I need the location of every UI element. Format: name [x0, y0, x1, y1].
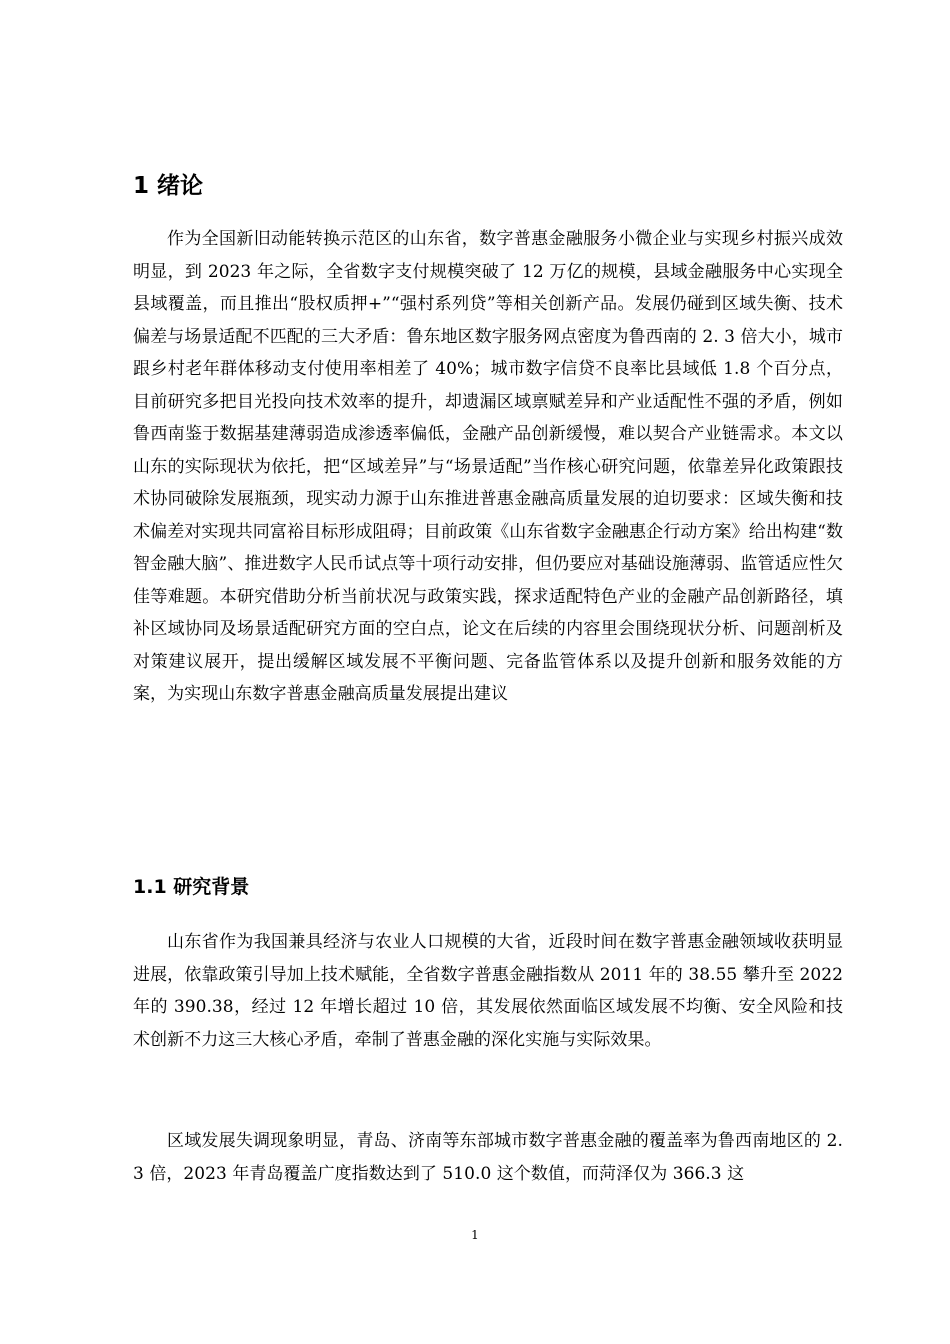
paragraph-regional-imbalance: 区域发展失调现象明显，青岛、济南等东部城市数字普惠金融的覆盖率为鲁西南地区的 2.3 倍，2023 年青岛覆盖广度指数达到了 510.0 这个数值，而菏泽仅为 366.3 这	[133, 1131, 843, 1184]
paragraph-background: 山东省作为我国兼具经济与农业人口规模的大省，近段时间在数字普惠金融领域收获明显进展，依靠政策引导加上技术赋能，全省数字普惠金融指数从 2011 年的 38.55 攀升至 2022 年的 390.38，经过 12 年增长超过 10 倍，其发展依然面临区域发展不均衡、安全风险和技术创新不力这三大核心矛盾，牵制了普惠金融的深化实施与实际效果。	[133, 932, 843, 1050]
chapter-title: 1 绪论	[133, 173, 204, 199]
paragraph-introduction: 作为全国新旧动能转换示范区的山东省，数字普惠金融服务小微企业与实现乡村振兴成效明显，到 2023 年之际，全省数字支付规模突破了 12 万亿的规模，县域金融服务中心实现全县域覆盖，而且推出“股权质押+”“强村系列贷”等相关创新产品。发展仍碰到区域失衡、技术偏差与场景适配不匹配的三大矛盾：鲁东地区数字服务网点密度为鲁西南的 2. 3 倍大小，城市跟乡村老年群体移动支付使用率相差了 40%；城市数字信贷不良率比县域低 1.8 个百分点，目前研究多把目光投向技术效率的提升，却遗漏区域禀赋差异和产业适配性不强的矛盾，例如鲁西南鉴于数据基建薄弱造成渗透率偏低，金融产品创新缓慢，难以契合产业链需求。本文以山东的实际现状为依托，把“区域差异”与“场景适配”当作核心研究问题，依靠差异化政策跟技术协同破除发展瓶颈，现实动力源于山东推进普惠金融高质量发展的迫切要求：区域失衡和技术偏差对实现共同富裕目标形成阻碍；目前政策《山东省数字金融惠企行动方案》给出构建“数智金融大脑”、推进数字人民币试点等十项行动安排，但仍要应对基础设施薄弱、监管适应性欠佳等难题。本研究借助分析当前状况与政策实践，探求适配特色产业的金融产品创新路径，填补区域协同及场景适配研究方面的空白点，论文在后续的内容里会围绕现状分析、问题剖析及对策建议展开，提出缓解区域发展不平衡问题、完备监管体系以及提升创新和服务效能的方案，为实现山东数字普惠金融高质量发展提出建议	[133, 229, 843, 704]
page-number: 1	[471, 1228, 479, 1242]
section-title: 1.1 研究背景	[133, 876, 250, 898]
